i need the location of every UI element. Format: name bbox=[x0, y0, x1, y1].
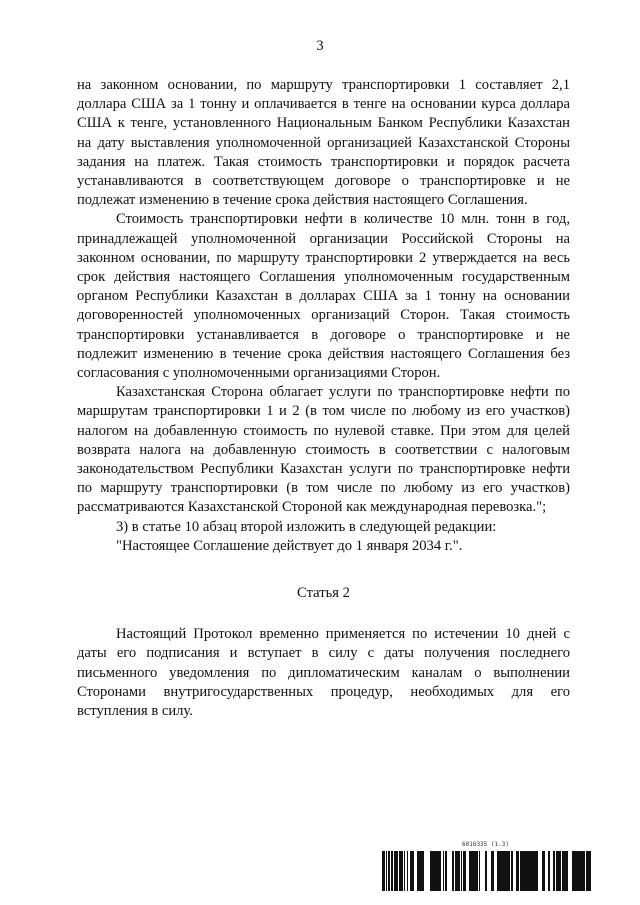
barcode-bar bbox=[582, 851, 583, 891]
barcode-bar bbox=[491, 851, 494, 891]
barcode-bar bbox=[520, 851, 521, 891]
barcode-bar bbox=[453, 851, 454, 891]
barcode-bar bbox=[525, 851, 527, 891]
barcode-bar bbox=[562, 851, 565, 891]
barcode-bar bbox=[527, 851, 529, 891]
barcode-bar bbox=[559, 851, 560, 891]
page-number: 3 bbox=[316, 38, 324, 54]
barcode-bar bbox=[392, 851, 393, 891]
barcode-bar bbox=[477, 851, 478, 891]
barcode-bar bbox=[531, 851, 534, 891]
barcode-bar bbox=[544, 851, 545, 891]
barcode-bar bbox=[500, 851, 503, 891]
barcode-bar bbox=[572, 851, 573, 891]
barcode-bar bbox=[535, 851, 536, 891]
barcode-bar bbox=[580, 851, 581, 891]
barcode-bar bbox=[549, 851, 550, 891]
barcode-bar bbox=[413, 851, 414, 891]
barcode-bar bbox=[534, 851, 535, 891]
barcode-bar bbox=[589, 851, 591, 891]
barcode-bar bbox=[384, 851, 385, 891]
barcode-bar bbox=[512, 851, 513, 891]
barcode-bar bbox=[452, 851, 453, 891]
barcode-bar bbox=[553, 851, 555, 891]
barcode-bar bbox=[417, 851, 418, 891]
barcode-bar bbox=[475, 851, 476, 891]
paragraph-4: 3) в статье 10 абзац второй изложить в следующей редакции: bbox=[116, 518, 497, 535]
barcode-bar bbox=[419, 851, 421, 891]
barcode-bar bbox=[576, 851, 577, 891]
barcode-bar bbox=[517, 851, 519, 891]
barcode-bar bbox=[443, 851, 444, 891]
barcode-bar bbox=[461, 851, 462, 891]
barcode-bar bbox=[433, 851, 434, 891]
barcode-bar bbox=[548, 851, 549, 891]
barcode-bar bbox=[516, 851, 517, 891]
barcode-bar bbox=[522, 851, 523, 891]
barcode-bar bbox=[407, 851, 408, 891]
barcode-bar bbox=[485, 851, 487, 891]
barcode-bar bbox=[503, 851, 504, 891]
barcode-bar bbox=[575, 851, 576, 891]
barcode-bar bbox=[536, 851, 538, 891]
barcode-bar bbox=[583, 851, 584, 891]
barcode-bar bbox=[388, 851, 390, 891]
barcode-bar bbox=[479, 851, 480, 891]
barcode-bar bbox=[507, 851, 509, 891]
barcode-bar bbox=[418, 851, 419, 891]
barcode-bar bbox=[410, 851, 412, 891]
barcode-bar bbox=[509, 851, 510, 891]
barcode-bar bbox=[521, 851, 522, 891]
barcode-bar bbox=[445, 851, 447, 891]
barcode-bar bbox=[567, 851, 568, 891]
barcode-bar bbox=[497, 851, 500, 891]
barcode-bar bbox=[458, 851, 459, 891]
barcode-bar bbox=[391, 851, 392, 891]
barcode-bar bbox=[469, 851, 472, 891]
barcode-bar bbox=[511, 851, 512, 891]
barcode-bar bbox=[421, 851, 422, 891]
barcode-bar bbox=[542, 851, 544, 891]
paragraph-5: "Настоящее Соглашение действует до 1 января 2034 г.". bbox=[116, 537, 463, 554]
paragraph-1: на законном основании, по маршруту транспортировки 1 составляет 2,1 доллара США за 1 тонну и оплачивается в тенге на основании курса доллара США к тенге, установленного Национальным Банком Республики Казахстан на дату выставления уполномоченной организацией Казахстанской Стороны задания на платеж. Такая стоимость транспортировки и порядок расчета устанавливаются в соответствующем договоре о транспортировке и не подлежат изменению в течение срока действия настоящего Соглашения. bbox=[77, 77, 570, 209]
barcode-bar bbox=[386, 851, 387, 891]
barcode-bar bbox=[399, 851, 400, 891]
document-body bbox=[77, 76, 570, 721]
barcode-bar bbox=[402, 851, 403, 891]
barcode-bar bbox=[463, 851, 464, 891]
barcode-bar bbox=[523, 851, 524, 891]
barcode-bar bbox=[457, 851, 458, 891]
barcode-bar bbox=[464, 851, 465, 891]
barcode-bar bbox=[412, 851, 413, 891]
barcode-bar bbox=[465, 851, 466, 891]
barcode-bar bbox=[588, 851, 589, 891]
barcode-bar bbox=[524, 851, 525, 891]
barcode-bar bbox=[476, 851, 477, 891]
barcode-bar bbox=[472, 851, 473, 891]
barcode-bar bbox=[530, 851, 531, 891]
barcode-bar bbox=[529, 851, 530, 891]
barcode-bar bbox=[396, 851, 398, 891]
barcode-bar bbox=[435, 851, 438, 891]
barcode-bar bbox=[422, 851, 424, 891]
barcode-bar bbox=[394, 851, 396, 891]
barcode-bar bbox=[459, 851, 460, 891]
barcode-bar bbox=[556, 851, 559, 891]
barcode-bar bbox=[455, 851, 457, 891]
barcode-bar bbox=[438, 851, 440, 891]
barcode-bar bbox=[434, 851, 435, 891]
barcode-bar bbox=[400, 851, 402, 891]
article-heading: Статья 2 bbox=[297, 585, 350, 602]
barcode-bar bbox=[577, 851, 580, 891]
barcode-bar bbox=[440, 851, 441, 891]
paragraph-2: Стоимость транспортировки нефти в количестве 10 млн. тонн в год, принадлежащей уполномоченной организации Российской Стороны на законном основании, по маршруту транспортировки 2 утверждается на весь срок действия настоящего Соглашения уполномоченным государственным органом Республики Казахстан в долларах США за 1 тонну на основании договоренностей уполномоченных организаций Сторон. Такая стоимость транспортировки устанавливается в договоре о транспортировке и не подлежит изменению в течение срока действия настоящего Соглашения без согласования с уполномоченными организациями Сторон. bbox=[77, 211, 570, 382]
barcode-bar bbox=[587, 851, 588, 891]
barcode-icon bbox=[382, 851, 592, 891]
final-paragraph: Настоящий Протокол временно применяется по истечении 10 дней с даты его подписания и вступает в силу с даты получения последнего письменного уведомления по дипломатическим каналам о выполнении Сторонами внутригосударственных процедур, необходимых для его вступления в силу. bbox=[77, 626, 570, 720]
barcode-bar bbox=[584, 851, 585, 891]
paragraph-3: Казахстанская Сторона облагает услуги по транспортировке нефти по маршрутам транспортировки 1 и 2 (в том числе по любому из его участков) налогом на добавленную стоимость по нулевой ставке. При этом для целей возврата налога на добавленную стоимость в соответствии с налоговым законодательством Республики Казахстан услуги по транспортировке нефти по маршруту транспортировки (в том числе по любому из его участков) рассматриваются Казахстанской Стороной как международная перевозка."; bbox=[77, 384, 570, 516]
barcode bbox=[382, 841, 592, 891]
barcode-code: 6016335 (1.3) bbox=[462, 841, 509, 848]
barcode-bar bbox=[382, 851, 383, 891]
barcode-bar bbox=[504, 851, 507, 891]
barcode-bar bbox=[404, 851, 405, 891]
barcode-bar bbox=[581, 851, 582, 891]
barcode-bar bbox=[473, 851, 475, 891]
barcode-bar bbox=[383, 851, 384, 891]
barcode-bar bbox=[586, 851, 587, 891]
barcode-bar bbox=[573, 851, 575, 891]
barcode-bar bbox=[565, 851, 567, 891]
barcode-bar bbox=[430, 851, 433, 891]
barcode-bar bbox=[560, 851, 561, 891]
